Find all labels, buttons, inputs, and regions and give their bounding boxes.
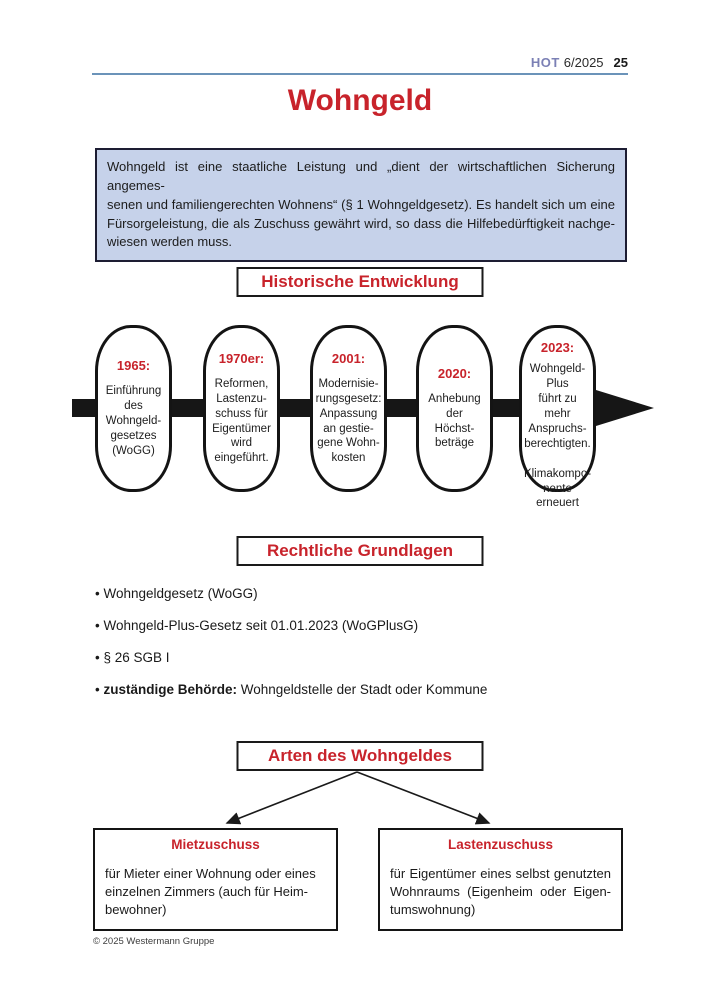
mietzuschuss-title: Mietzuschuss [171,837,260,852]
list-item: • Wohngeldgesetz (WoGG) [95,586,258,601]
timeline-node-text: Einführung des Wohngeld- gesetzes (WoGG) [105,385,162,457]
legal-bullet-list [95,586,575,714]
heading-arten-des-wohngeldes: Arten des Wohngeldes [237,741,484,771]
page-number: 25 [613,55,628,70]
timeline-year: 2020: [437,365,472,381]
list-item: • Wohngeld-Plus-Gesetz seit 01.01.2023 (WoGPlusG) [95,618,419,633]
page-title: Wohngeld [287,84,433,117]
list-item: • § 26 SGB I [95,650,170,665]
list-item: • zuständige Behörde: Wohngeldstelle der Stadt oder Kommune [95,682,488,697]
timeline-year: 1965: [116,358,151,374]
lastenzuschuss-text: für Eigentümer eines selbst genutzten Wohnraums (Eigenheim oder Eigen- tumswohnung) [390,866,611,918]
heading-rechtliche-grundlagen: Rechtliche Grundlagen [237,536,484,566]
timeline-arrowhead-icon [596,390,654,426]
timeline-node-text: Reformen, Lastenzu- schuss für Eigentümer wird eingeführt. [212,377,271,465]
mietzuschuss-text: für Mieter einer Wohnung oder eines einzelnen Zimmers (auch für Heim- bewohner) [105,866,316,918]
branch-arrows [160,770,560,828]
bullet-dot-icon: • [95,650,100,665]
timeline-node-1970er [203,325,280,492]
timeline-node-2020 [416,325,493,492]
heading-historische-entwicklung: Historische Entwicklung [237,267,484,297]
timeline-node-text: Wohngeld- Plus führt zu mehr Anspruchs- berechtigten. Klimakompo- nente erneuert [523,363,592,510]
timeline-node-text: Anhebung der Höchst- beträge [428,392,481,450]
page-header [92,55,628,75]
timeline-node-1965 [95,325,172,492]
intro-definition-box: Wohngeld ist eine staatliche Leistung und „dient der wirtschaftlichen Sicherung angemes- senen und familiengerechten Wohnens“ (§ 1 Wohngeldgesetz). Es handelt sich um eine Fürsorgeleistung, die als Zuschuss gewährt wird, so dass die Hilfebedürftigkeit nachge- wiesen werden muss. [95,148,627,262]
timeline-node-2023 [519,325,596,510]
lastenzuschuss-box [378,828,623,931]
copyright-notice: © 2025 Westermann Gruppe [93,936,215,947]
timeline-node-text: Modernisie- rungsgesetz: Anpassung an gestie- gene Wohn- kosten [315,377,382,465]
timeline-year: 1970er: [218,350,265,366]
timeline-year: 2023: [540,340,575,355]
bullet-dot-icon: • [95,682,100,697]
bullet-dot-icon: • [95,586,100,601]
timeline-node-2001 [310,325,387,492]
bullet-dot-icon: • [95,618,100,633]
lastenzuschuss-title: Lastenzuschuss [447,837,554,852]
timeline [0,322,720,510]
mietzuschuss-box [93,828,338,931]
issue-label: 6/2025 [563,55,604,70]
magazine-logo: HOT [530,55,560,70]
timeline-year: 2001: [331,350,366,366]
